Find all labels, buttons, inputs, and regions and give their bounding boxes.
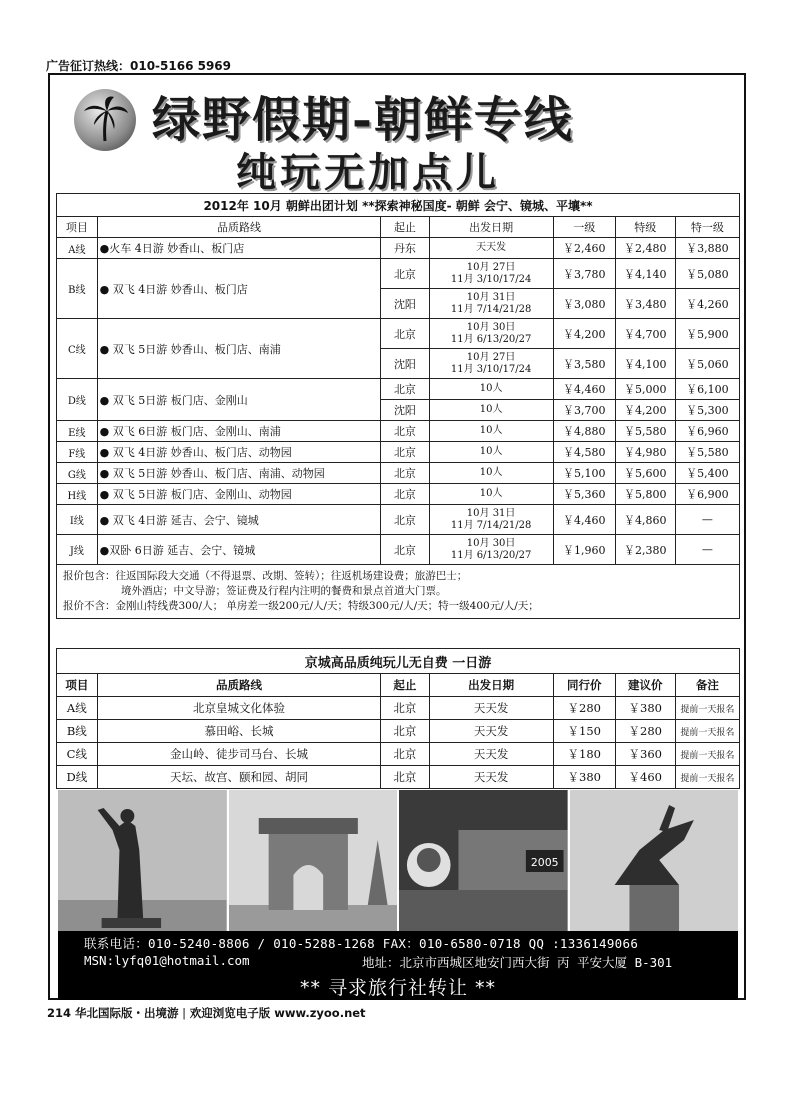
table-row	[57, 259, 740, 289]
line-code: H线	[57, 484, 98, 505]
price-cell: ￥4,460	[553, 505, 615, 535]
price-cell: ￥5,900	[675, 319, 739, 349]
ad-title: 绿野假期-朝鲜专线	[152, 92, 574, 148]
departure-date: 天天发	[429, 697, 553, 720]
departure-dates	[429, 463, 553, 484]
departure-dates	[429, 349, 553, 379]
departure-dates	[429, 238, 553, 259]
price-cell: ￥3,700	[553, 400, 615, 421]
route-name: ● 双飞 6日游 板门店、金刚山、南浦	[97, 421, 381, 442]
price-notes	[57, 565, 740, 619]
agency-transfer-slogan: ** 寻求旅行社转让 **	[299, 977, 497, 999]
date-line: 11月 6/13/20/27	[450, 333, 532, 345]
price-cell: ￥5,300	[675, 400, 739, 421]
price-cell: ￥5,800	[615, 484, 675, 505]
price-cell: ￥5,580	[615, 421, 675, 442]
ad-frame	[48, 73, 746, 1000]
price-cell: ￥5,580	[675, 442, 739, 463]
line-code: A线	[57, 238, 98, 259]
col-header: 项目	[57, 217, 98, 238]
table-row	[57, 720, 740, 743]
price-cell: ￥4,860	[615, 505, 675, 535]
remark: 提前一天报名	[675, 720, 739, 743]
footer-separator: |	[178, 1006, 190, 1020]
table-row	[57, 319, 740, 349]
ad-subtitle: 纯玩无加点儿	[236, 149, 500, 196]
date-line: 10月 30日	[466, 537, 516, 549]
col-header: 起止	[381, 674, 429, 697]
departure-dates	[429, 400, 553, 421]
route-name: ● 双飞 4日游 妙香山、板门店、动物园	[97, 442, 381, 463]
departure-dates	[429, 505, 553, 535]
line-code: E线	[57, 421, 98, 442]
line-code: I线	[57, 505, 98, 535]
note-included-cont: 境外酒店；中文导游；签证费及行程内注明的餐费和景点首道大门票。	[121, 585, 447, 597]
peer-price: ￥380	[553, 766, 615, 789]
photo-strip	[58, 790, 738, 935]
peer-price: ￥280	[553, 697, 615, 720]
price-cell: ￥4,580	[553, 442, 615, 463]
departure-city: 北京	[381, 535, 429, 565]
price-cell: ￥4,100	[615, 349, 675, 379]
line-code: C线	[57, 743, 98, 766]
chollima-statue-photo	[570, 790, 739, 935]
price-cell: ￥2,460	[553, 238, 615, 259]
table-row	[57, 766, 740, 789]
departure-city: 北京	[381, 259, 429, 289]
col-header: 起止	[381, 217, 429, 238]
departure-city: 北京	[381, 505, 429, 535]
price-cell: —	[675, 535, 739, 565]
route-name: 天坛、故宫、颐和园、胡同	[97, 766, 381, 789]
price-cell: ￥5,060	[675, 349, 739, 379]
date-line: 11月 7/14/21/28	[450, 519, 532, 531]
price-cell: ￥5,100	[553, 463, 615, 484]
table-row	[57, 421, 740, 442]
route-name: ●火车 4日游 妙香山、板门店	[97, 238, 381, 259]
date-line: 10月 27日	[466, 261, 516, 273]
price-cell: ￥3,880	[675, 238, 739, 259]
footer-promo: 欢迎浏览电子版 www.zyoo.net	[189, 1006, 366, 1020]
departure-city: 北京	[381, 743, 429, 766]
peer-price: ￥150	[553, 720, 615, 743]
line-code: A线	[57, 697, 98, 720]
date-line: 天天发	[476, 242, 507, 253]
suggested-price: ￥460	[615, 766, 675, 789]
table-row	[57, 743, 740, 766]
departure-date: 天天发	[429, 743, 553, 766]
col-header: 品质路线	[97, 217, 381, 238]
table-row	[57, 697, 740, 720]
date-line: 11月 7/14/21/28	[450, 303, 532, 315]
price-cell: ￥6,100	[675, 379, 739, 400]
table-row	[57, 484, 740, 505]
price-cell: ￥5,400	[675, 463, 739, 484]
departure-date: 天天发	[429, 720, 553, 743]
col-header: 出发日期	[429, 674, 553, 697]
departure-dates	[429, 421, 553, 442]
note-included: 报价包含：往返国际段大交通（不得退票、改期、签转）；往返机场建设费；旅游巴士；	[63, 570, 468, 582]
arch-photo	[229, 790, 398, 935]
col-header: 项目	[57, 674, 98, 697]
price-cell: ￥5,600	[615, 463, 675, 484]
price-cell: ￥4,880	[553, 421, 615, 442]
route-name: ●双卧 6日游 延吉、会宁、镜城	[97, 535, 381, 565]
statue-photo	[58, 790, 227, 935]
price-cell: ￥3,480	[615, 289, 675, 319]
route-name: ● 双飞 4日游 妙香山、板门店	[97, 259, 381, 319]
route-name: ● 双飞 5日游 板门店、金刚山	[97, 379, 381, 421]
contact-phones: 联系电话：010-5240-8806 / 010-5288-1268 FAX：010-6580-0718 QQ :1336149066	[84, 936, 639, 951]
line-code: D线	[57, 379, 98, 421]
footer-page: 214 华北国际版・出境游	[47, 1006, 179, 1020]
date-line: 11月 6/13/20/27	[450, 549, 532, 561]
remark: 提前一天报名	[675, 743, 739, 766]
departure-city: 北京	[381, 484, 429, 505]
beijing-day-tour-table	[56, 648, 740, 789]
departure-date: 天天发	[429, 766, 553, 789]
price-cell: ￥3,080	[553, 289, 615, 319]
col-header: 备注	[675, 674, 739, 697]
departure-city: 沈阳	[381, 400, 429, 421]
departure-dates	[429, 379, 553, 400]
route-name: ● 双飞 5日游 妙香山、板门店、南浦	[97, 319, 381, 379]
table-row	[57, 442, 740, 463]
line-code: C线	[57, 319, 98, 379]
date-line: 10人	[479, 404, 503, 415]
remark: 提前一天报名	[675, 766, 739, 789]
date-line: 10月 31日	[466, 291, 516, 303]
col-header: 一级	[553, 217, 615, 238]
line-code: B线	[57, 720, 98, 743]
plan-heading: 2012年 10月 朝鲜出团计划 **探索神秘国度- 朝鲜 会宁、镜城、平壤**	[57, 194, 740, 217]
date-line: 10月 30日	[466, 321, 516, 333]
contact-address: 地址：北京市西城区地安门西大街 丙 平安大厦 B-301	[362, 955, 673, 970]
ad-hotline: 广告征订热线：010-5166 5969	[46, 59, 232, 73]
departure-city: 北京	[381, 720, 429, 743]
price-cell: ￥5,080	[675, 259, 739, 289]
date-line: 10人	[479, 488, 503, 499]
price-cell: ￥2,480	[615, 238, 675, 259]
departure-dates	[429, 484, 553, 505]
ad-header	[50, 75, 744, 196]
route-name: 北京皇城文化体验	[97, 697, 381, 720]
route-name: ● 双飞 5日游 板门店、金刚山、动物园	[97, 484, 381, 505]
col-header: 特级	[615, 217, 675, 238]
price-cell: ￥4,260	[675, 289, 739, 319]
year-label: 2005	[530, 855, 559, 870]
date-line: 11月 3/10/17/24	[450, 363, 532, 375]
price-cell: ￥4,200	[553, 319, 615, 349]
suggested-price: ￥380	[615, 697, 675, 720]
col-header: 同行价	[553, 674, 615, 697]
price-cell: ￥3,580	[553, 349, 615, 379]
note-excluded: 报价不含：金刚山特线费300/人； 单房差一级200元/人/天；特级300元/人/天；特一级400元/人/天；	[63, 600, 539, 612]
departure-city: 北京	[381, 421, 429, 442]
departure-city: 北京	[381, 319, 429, 349]
departure-dates	[429, 319, 553, 349]
departure-dates	[429, 535, 553, 565]
price-cell: ￥5,000	[615, 379, 675, 400]
price-cell: ￥2,380	[615, 535, 675, 565]
date-line: 10人	[479, 467, 503, 478]
north-korea-tour-table	[56, 193, 740, 619]
departure-city: 北京	[381, 442, 429, 463]
line-code: D线	[57, 766, 98, 789]
date-line: 10人	[479, 383, 503, 394]
suggested-price: ￥280	[615, 720, 675, 743]
mass-games-photo	[399, 790, 568, 935]
departure-city: 北京	[381, 379, 429, 400]
price-cell: ￥4,980	[615, 442, 675, 463]
price-cell: ￥4,200	[615, 400, 675, 421]
departure-dates	[429, 259, 553, 289]
line-code: G线	[57, 463, 98, 484]
table-row	[57, 238, 740, 259]
peer-price: ￥180	[553, 743, 615, 766]
route-name: 慕田峪、长城	[97, 720, 381, 743]
price-cell: ￥1,960	[553, 535, 615, 565]
route-name: ● 双飞 4日游 延吉、会宁、镜城	[97, 505, 381, 535]
date-line: 10月 31日	[466, 507, 516, 519]
price-cell: ￥4,460	[553, 379, 615, 400]
col-header: 建议价	[615, 674, 675, 697]
day-tour-heading: 京城高品质纯玩儿无自费 一日游	[57, 649, 740, 674]
price-cell: ￥6,960	[675, 421, 739, 442]
line-code: J线	[57, 535, 98, 565]
contact-panel	[58, 931, 738, 1000]
date-line: 10人	[479, 446, 503, 457]
col-header: 出发日期	[429, 217, 553, 238]
palm-logo-icon	[74, 89, 136, 151]
departure-city: 北京	[381, 463, 429, 484]
date-line: 10月 27日	[466, 351, 516, 363]
table-row	[57, 505, 740, 535]
price-cell: ￥4,700	[615, 319, 675, 349]
table-row	[57, 463, 740, 484]
route-name: ● 双飞 5日游 妙香山、板门店、南浦、动物园	[97, 463, 381, 484]
page-footer	[47, 1005, 366, 1021]
remark: 提前一天报名	[675, 697, 739, 720]
departure-city: 北京	[381, 697, 429, 720]
departure-dates	[429, 289, 553, 319]
price-cell: ￥4,140	[615, 259, 675, 289]
table-row	[57, 535, 740, 565]
departure-city: 沈阳	[381, 289, 429, 319]
departure-city: 丹东	[381, 238, 429, 259]
price-cell: —	[675, 505, 739, 535]
price-cell: ￥6,900	[675, 484, 739, 505]
departure-city: 北京	[381, 766, 429, 789]
table-row	[57, 379, 740, 400]
departure-dates	[429, 442, 553, 463]
col-header: 特一级	[675, 217, 739, 238]
line-code: B线	[57, 259, 98, 319]
price-cell: ￥3,780	[553, 259, 615, 289]
date-line: 11月 3/10/17/24	[450, 273, 532, 285]
departure-city: 沈阳	[381, 349, 429, 379]
col-header: 品质路线	[97, 674, 381, 697]
date-line: 10人	[479, 425, 503, 436]
price-cell: ￥5,360	[553, 484, 615, 505]
route-name: 金山岭、徒步司马台、长城	[97, 743, 381, 766]
line-code: F线	[57, 442, 98, 463]
suggested-price: ￥360	[615, 743, 675, 766]
contact-msn: MSN:lyfq01@hotmail.com	[84, 953, 250, 968]
